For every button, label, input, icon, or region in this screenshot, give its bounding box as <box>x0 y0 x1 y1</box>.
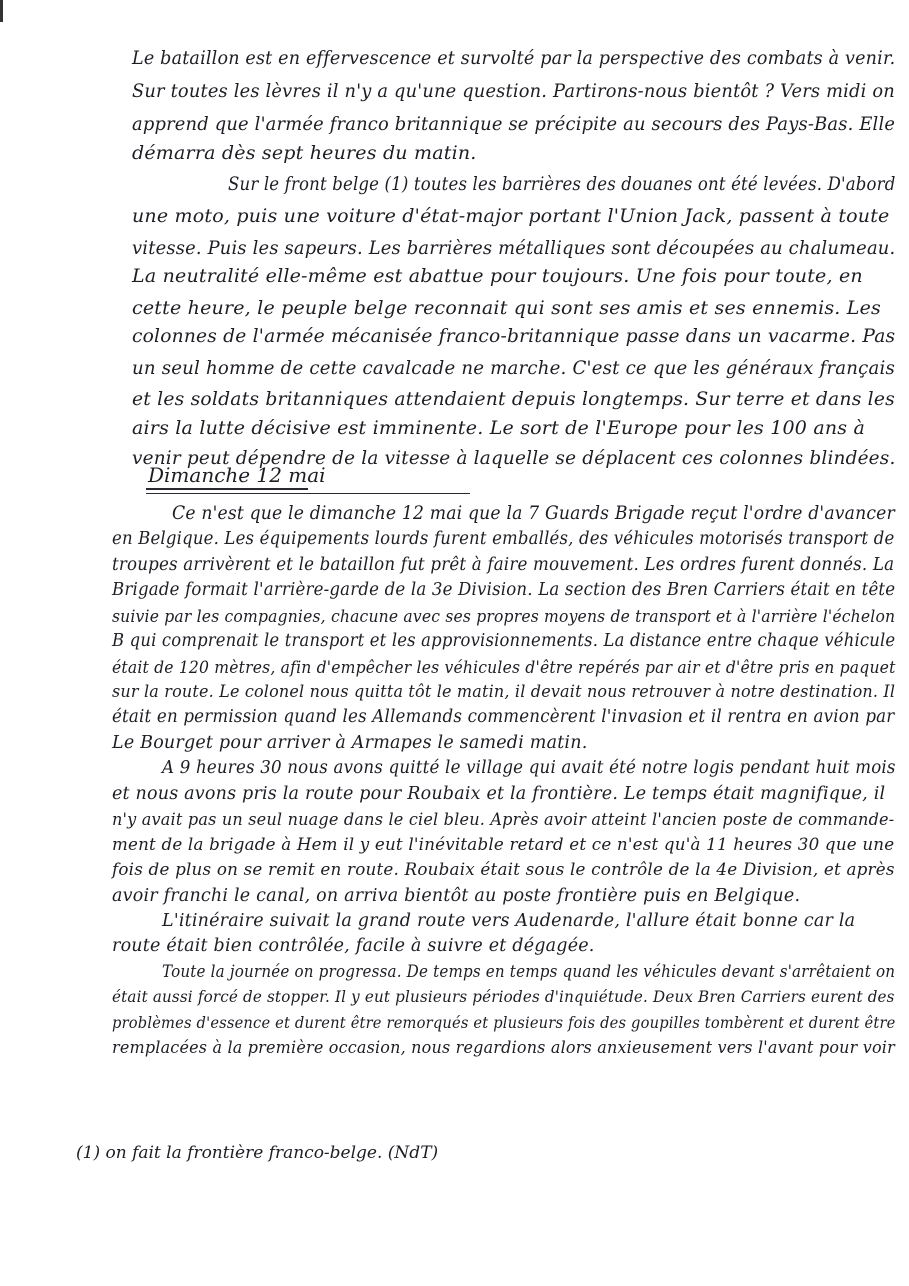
text-line: un seul homme de cette cavalcade ne marche. C'est ce que les généraux français <box>132 357 895 379</box>
text-line: La neutralité elle-même est abattue pour toujours. Une fois pour toute, en <box>132 265 863 287</box>
text-line: Le Bourget pour arriver à Armapes le samedi matin. <box>112 733 588 753</box>
text-line: problèmes d'essence et durent être remorqués et plusieurs fois des goupilles tombèrent et durent être <box>112 1013 896 1032</box>
text-line: Le bataillon est en effervescence et survolté par la perspective des combats à venir. <box>132 47 896 69</box>
text-line: Toute la journée on progressa. De temps en temps quand les véhicules devant s'arrêtaient on <box>162 962 896 981</box>
text-line: en Belgique. Les équipements lourds furent emballés, des véhicules motorisés transport de <box>112 529 895 549</box>
text-line: cette heure, le peuple belge reconnait qui sont ses amis et ses ennemis. Les <box>132 297 881 319</box>
text-line: vitesse. Puis les sapeurs. Les barrières métalliques sont découpées au chalumeau. <box>132 237 896 259</box>
text-line: démarra dès sept heures du matin. <box>132 142 477 164</box>
section-rule <box>146 493 470 494</box>
text-line: colonnes de l'armée mécanisée franco-britannique passe dans un vacarme. Pas <box>132 325 896 347</box>
footnote: (1) on fait la frontière franco-belge. (NdT) <box>76 1143 439 1163</box>
text-line: B qui comprenait le transport et les approvisionnements. La distance entre chaque véhicule <box>112 631 896 651</box>
text-line: L'itinéraire suivait la grand route vers Audenarde, l'allure était bonne car la <box>162 911 856 931</box>
margin-mark <box>0 0 3 22</box>
text-line: route était bien contrôlée, facile à suivre et dégagée. <box>112 936 595 956</box>
section-heading: Dimanche 12 mai <box>148 463 326 487</box>
text-line: remplacées à la première occasion, nous regardions alors anxieusement vers l'avant pour voir <box>112 1038 895 1057</box>
text-line: n'y avait pas un seul nuage dans le ciel bleu. Après avoir atteint l'ancien poste de commande- <box>112 809 895 829</box>
text-line: Ce n'est que le dimanche 12 mai que la 7 Guards Brigade reçut l'ordre d'avancer <box>172 503 895 524</box>
text-line: troupes arrivèrent et le bataillon fut prêt à faire mouvement. Les ordres furent donnés. La <box>112 555 895 575</box>
text-line: était aussi forcé de stopper. Il y eut plusieurs périodes d'inquiétude. Deux Bren Carriers eurent des <box>112 987 895 1006</box>
text-line: sur la route. Le colonel nous quitta tôt le matin, il devait nous retrouver à notre destination. Il <box>112 682 896 702</box>
text-line: suivie par les compagnies, chacune avec ses propres moyens de transport et à l'arrière l'échelon <box>112 606 896 626</box>
text-line: apprend que l'armée franco britannique se précipite au secours des Pays-Bas. Elle <box>132 113 896 135</box>
text-line: airs la lutte décisive est imminente. Le sort de l'Europe pour les 100 ans à <box>132 417 866 439</box>
text-line: était de 120 mètres, afin d'empêcher les véhicules d'être repérés par air et d'être pris en paquet <box>112 657 896 677</box>
heading-underline <box>146 488 308 490</box>
text-line: Sur le front belge (1) toutes les barrières des douanes ont été levées. D'abord <box>228 173 896 195</box>
text-line: Sur toutes les lèvres il n'y a qu'une question. Partirons-nous bientôt ? Vers midi on <box>132 80 895 102</box>
text-line: avoir franchi le canal, on arriva bientôt au poste frontière puis en Belgique. <box>112 886 801 906</box>
text-line: une moto, puis une voiture d'état-major portant l'Union Jack, passent à toute <box>132 205 890 227</box>
text-line: et nous avons pris la route pour Roubaix et la frontière. Le temps était magnifique, il <box>112 784 886 804</box>
text-line: venir peut dépendre de la vitesse à laquelle se déplacent ces colonnes blindées. <box>132 447 896 469</box>
text-line: était en permission quand les Allemands commencèrent l'invasion et il rentra en avion par <box>112 707 895 727</box>
text-line: et les soldats britanniques attendaient depuis longtemps. Sur terre et dans les <box>132 388 895 410</box>
text-line: ment de la brigade à Hem il y eut l'inévitable retard et ce n'est qu'à 11 heures 30 que une <box>112 835 895 855</box>
text-line: Brigade formait l'arrière-garde de la 3e Division. La section des Bren Carriers était en tête <box>112 580 896 600</box>
text-line: fois de plus on se remit en route. Roubaix était sous le contrôle de la 4e Division, et après <box>112 860 895 880</box>
text-line: A 9 heures 30 nous avons quitté le village qui avait été notre logis pendant huit mois <box>162 758 896 778</box>
